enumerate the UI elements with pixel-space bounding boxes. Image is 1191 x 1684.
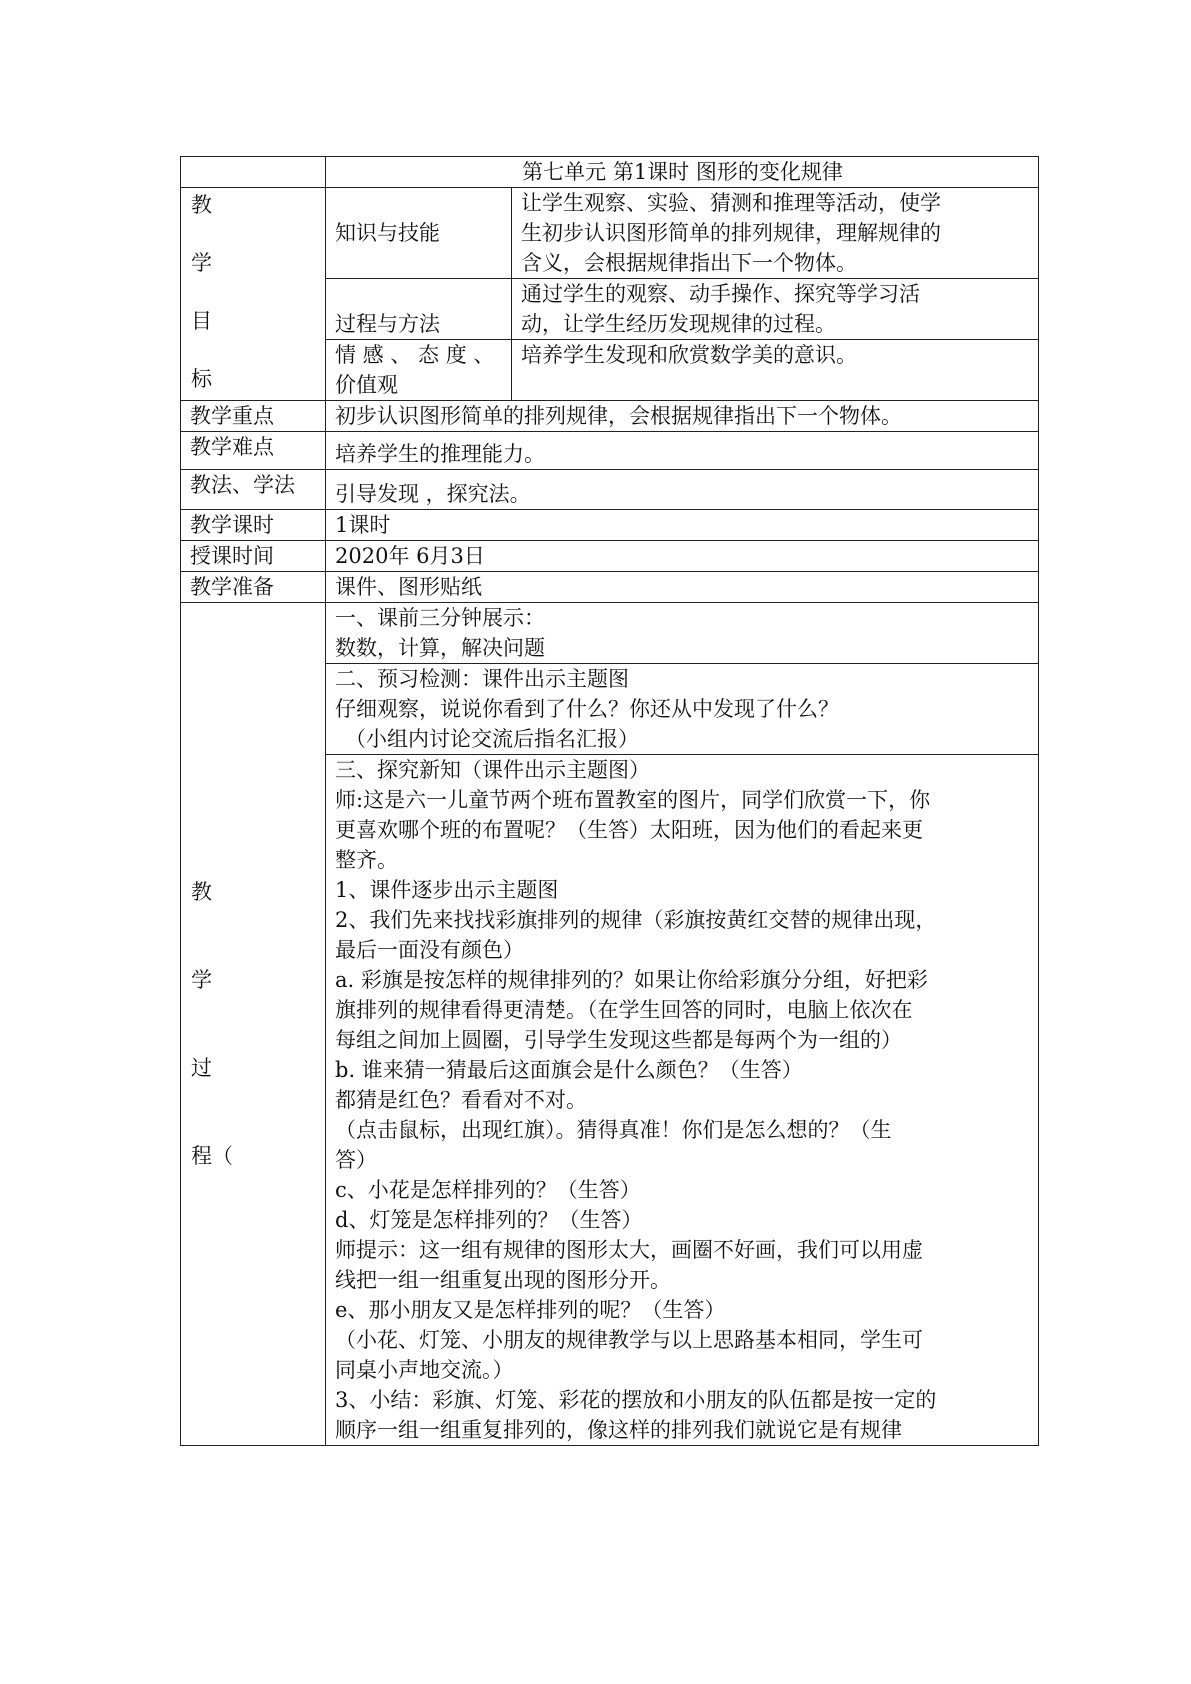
info-value: 引导发现 ，探究法。: [326, 470, 1039, 510]
text-line: e、那小朋友又是怎样排列的呢？（生答）: [335, 1298, 726, 1322]
text-line: 顺序一组一组重复排列的，像这样的排列我们就说它是有规律: [335, 1418, 902, 1442]
side-char: 标: [191, 367, 212, 391]
objective-text: [512, 340, 1039, 401]
side-char: 教: [191, 193, 212, 217]
text-line: 价值观: [335, 373, 398, 397]
side-char: 教: [191, 880, 212, 904]
process-text: [326, 603, 1039, 664]
objective-label: 过程与方法: [326, 279, 512, 340]
text-line: 同桌小声地交流。）: [335, 1358, 514, 1382]
text-line: b. 谁来猜一猜最后这面旗会是什么颜色？（生答）: [335, 1058, 803, 1082]
info-value: 培养学生的推理能力。: [326, 432, 1039, 470]
text-line: 二、预习检测：课件出示主题图: [335, 667, 629, 691]
process-section-1: [181, 603, 1039, 664]
info-label: 教学难点: [181, 432, 326, 470]
text-line: 每组之间加上圆圈，引导学生发现这些都是每两个为一组的）: [335, 1028, 902, 1052]
title-row: [181, 157, 1039, 188]
info-label: 教法、学法: [181, 470, 326, 510]
text-line: 让学生观察、实验、猜测和推理等活动，使学: [521, 191, 941, 215]
text-line: d、灯笼是怎样排列的？（生答）: [335, 1208, 643, 1232]
info-label: 教学课时: [181, 510, 326, 541]
text-line: 旗排列的规律看得更清楚。（在学生回答的同时，电脑上依次在: [335, 998, 913, 1022]
info-row: [181, 572, 1039, 603]
lesson-plan-page: [180, 156, 1039, 1446]
objective-text: [512, 188, 1039, 279]
text-line: a. 彩旗是按怎样的规律排列的？如果让你给彩旗分分组，好把彩: [335, 968, 928, 992]
objective-text: [512, 279, 1039, 340]
text-line: 整齐。: [335, 848, 398, 872]
text-line: 数数，计算，解决问题: [335, 636, 545, 660]
info-value: 课件、图形贴纸: [326, 572, 1039, 603]
info-row: [181, 401, 1039, 432]
text-line: 生初步认识图形简单的排列规律，理解规律的: [521, 221, 941, 245]
objective-label: 知识与技能: [326, 188, 512, 279]
side-char: 学: [191, 251, 212, 275]
text-line: （小组内讨论交流后指名汇报）: [345, 727, 639, 751]
text-line: 2、我们先来找找彩旗排列的规律（彩旗按黄红交替的规律出现，: [335, 908, 937, 932]
text-line: 含义，会根据规律指出下一个物体。: [521, 251, 857, 275]
text-line: 培养学生发现和欣赏数学美的意识。: [521, 343, 857, 367]
lesson-title: 第七单元 第1课时 图形的变化规律: [326, 157, 1039, 188]
side-char: 学: [191, 968, 212, 992]
empty-cell: [181, 157, 326, 188]
text-line: 答）: [335, 1148, 377, 1172]
objective-row-knowledge: [181, 188, 1039, 279]
process-text: [326, 755, 1039, 1446]
info-row: [181, 510, 1039, 541]
text-line: （小花、灯笼、小朋友的规律教学与以上思路基本相同，学生可: [335, 1328, 923, 1352]
objectives-side-label: [181, 188, 326, 401]
text-line: 三、探究新知（课件出示主题图）: [335, 758, 650, 782]
text-line: 1、课件逐步出示主题图: [335, 878, 559, 902]
info-label: 教学重点: [181, 401, 326, 432]
lesson-plan-table: [180, 156, 1039, 1446]
text-line: 仔细观察，说说你看到了什么？你还从中发现了什么？: [335, 697, 839, 721]
text-line: 通过学生的观察、动手操作、探究等学习活: [521, 282, 920, 306]
info-label: 授课时间: [181, 541, 326, 572]
text-line: 动，让学生经历发现规律的过程。: [521, 312, 836, 336]
info-row: [181, 432, 1039, 470]
process-text: [326, 664, 1039, 755]
text-line: 线把一组一组重复出现的图形分开。: [335, 1268, 671, 1292]
text-line: （点击鼠标，出现红旗）。猜得真准！你们是怎么想的？（生: [335, 1118, 892, 1142]
text-line: 更喜欢哪个班的布置呢？（生答）太阳班，因为他们的看起来更: [335, 818, 923, 842]
side-char: 过: [191, 1056, 212, 1080]
text-line: 师:这是六一儿童节两个班布置教室的图片，同学们欣赏一下，你: [335, 788, 931, 812]
info-row: [181, 541, 1039, 572]
text-line: 3、小结：彩旗、灯笼、彩花的摆放和小朋友的队伍都是按一定的: [335, 1388, 937, 1412]
info-value: 初步认识图形简单的排列规律，会根据规律指出下一个物体。: [326, 401, 1039, 432]
info-value: 2020年 6月3日: [326, 541, 1039, 572]
info-row: [181, 470, 1039, 510]
text-line: 都猜是红色？看看对不对。: [335, 1088, 587, 1112]
process-side-label: [181, 603, 326, 1446]
side-char: 目: [191, 309, 212, 333]
text-line: 师提示：这一组有规律的图形太大，画圈不好画，我们可以用虚: [335, 1238, 923, 1262]
objective-label: [326, 340, 512, 401]
text-line: 一、课前三分钟展示：: [335, 606, 545, 630]
side-char: 程（: [191, 1144, 233, 1168]
text-line: 情 感 、 态 度 、: [335, 343, 495, 367]
info-label: 教学准备: [181, 572, 326, 603]
info-value: 1课时: [326, 510, 1039, 541]
text-line: 最后一面没有颜色）: [335, 938, 524, 962]
text-line: c、小花是怎样排列的？（生答）: [335, 1178, 641, 1202]
